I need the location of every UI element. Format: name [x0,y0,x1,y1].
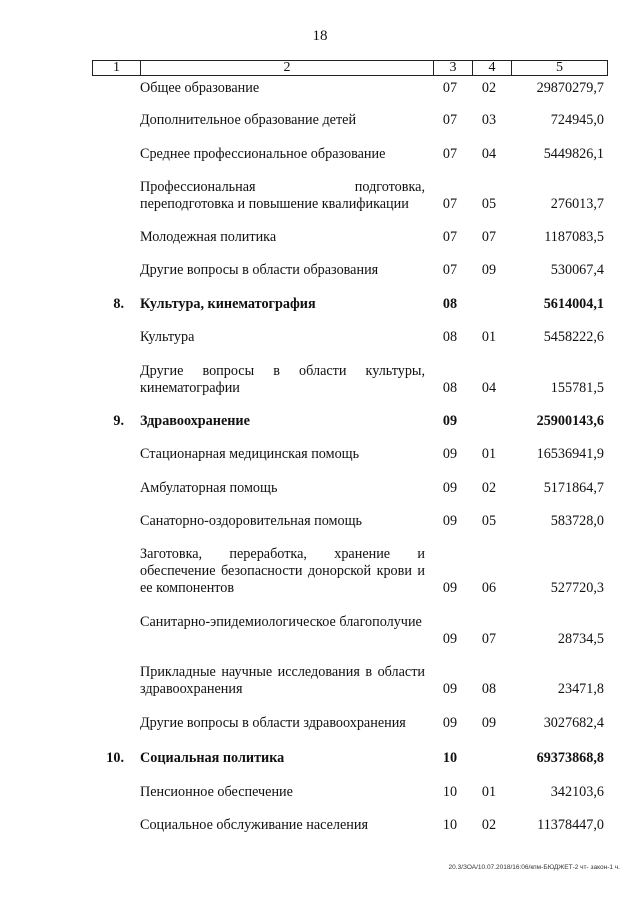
row-amount: 11378447,0 [537,817,604,833]
row-subsection-code: 08 [481,681,497,697]
row-amount: 583728,0 [550,513,604,529]
section-number: 10. [106,750,124,766]
row-name: Другие вопросы в области культуры, кинематографии [140,363,425,396]
row-subsection-code: 01 [481,446,497,462]
row-amount: 342103,6 [550,784,604,800]
section-amount: 5614004,1 [543,296,604,312]
row-amount: 23471,8 [557,681,604,697]
row-name: Среднее профессиональное образование [140,146,386,162]
section-number: 9. [113,413,124,429]
row-section-code: 10 [442,750,458,766]
row-name: Другие вопросы в области образования [140,262,379,278]
row-amount: 3027682,4 [543,715,604,731]
row-section-code: 08 [442,329,458,345]
row-subsection-code: 07 [481,631,497,647]
row-amount: 527720,3 [550,580,604,596]
row-section-code: 07 [442,80,458,96]
row-name: Санитарно-эпидемиологическое благополучие [140,614,422,630]
row-name: Пенсионное обеспечение [140,784,293,800]
row-section-code: 09 [442,480,458,496]
row-subsection-code: 02 [481,817,497,833]
column-header-5: 5 [512,61,608,76]
column-header-2: 2 [141,61,434,76]
row-name: Другие вопросы в области здравоохранения [140,715,406,731]
row-subsection-code: 03 [481,112,497,128]
page-number: 18 [312,28,328,44]
row-amount: 5449826,1 [543,146,604,162]
row-subsection-code: 07 [481,229,497,245]
row-subsection-code: 02 [481,80,497,96]
row-amount: 5458222,6 [543,329,604,345]
row-amount: 530067,4 [550,262,604,278]
table-row [0,179,640,213]
table-row [0,614,640,648]
row-subsection-code: 09 [481,262,497,278]
row-section-code: 07 [442,146,458,162]
row-subsection-code: 09 [481,715,497,731]
row-amount: 16536941,9 [536,446,604,462]
row-section-code: 09 [442,446,458,462]
row-name: Санаторно-оздоровительная помощь [140,513,363,529]
row-section-code: 07 [442,112,458,128]
row-subsection-code: 05 [481,196,497,212]
row-name: Заготовка, переработка, хранение и обеспечение безопасности донорской крови и ее компонентов [140,546,425,596]
row-amount: 28734,5 [557,631,604,647]
row-section-code: 07 [442,262,458,278]
row-amount: 5171864,7 [543,480,604,496]
row-subsection-code: 06 [481,580,497,596]
row-section-code: 10 [442,784,458,800]
row-amount: 724945,0 [550,112,604,128]
table-row [0,363,640,397]
column-header-row [93,61,608,76]
section-number: 8. [113,296,124,312]
row-subsection-code: 04 [481,146,497,162]
row-name: Прикладные научные исследования в области здравоохранения [140,664,425,697]
row-section-code: 09 [442,631,458,647]
row-section-code: 10 [442,817,458,833]
row-name: Стационарная медицинская помощь [140,446,360,462]
row-amount: 276013,7 [550,196,604,212]
row-amount: 155781,5 [550,380,604,396]
row-section-code: 08 [442,380,458,396]
row-name: Молодежная политика [140,229,277,245]
row-section-code: 09 [442,580,458,596]
column-header-3: 3 [434,61,473,76]
row-name: Профессиональная подготовка, переподготовка и повышение квалификации [140,179,425,212]
column-header-table [92,60,608,76]
table-row [0,664,640,698]
row-section-code: 07 [442,196,458,212]
row-subsection-code: 01 [481,329,497,345]
row-section-code: 08 [442,296,458,312]
row-subsection-code: 05 [481,513,497,529]
row-subsection-code: 02 [481,480,497,496]
row-section-code: 09 [442,681,458,697]
row-subsection-code: 01 [481,784,497,800]
section-name: Здравоохранение [140,413,250,429]
row-subsection-code: 04 [481,380,497,396]
row-amount: 1187083,5 [544,229,604,245]
section-amount: 25900143,6 [536,413,604,429]
row-section-code: 09 [442,413,458,429]
section-name: Социальная политика [140,750,285,766]
row-name: Общее образование [140,80,260,96]
table-row [0,546,640,597]
section-amount: 69373868,8 [536,750,604,766]
row-section-code: 09 [442,513,458,529]
document-footer-code: 20.3/ЗОА/10.07.2018/16:06/кпм-БЮДЖЕТ-2 чт- закон-1 ч. [448,864,620,871]
row-amount: 29870279,7 [536,80,604,96]
row-name: Дополнительное образование детей [140,112,357,128]
column-header-1: 1 [93,61,141,76]
section-name: Культура, кинематография [140,296,316,312]
column-header-4: 4 [473,61,512,76]
row-name: Культура [140,329,195,345]
row-section-code: 09 [442,715,458,731]
row-section-code: 07 [442,229,458,245]
row-name: Социальное обслуживание населения [140,817,368,833]
row-name: Амбулаторная помощь [140,480,278,496]
